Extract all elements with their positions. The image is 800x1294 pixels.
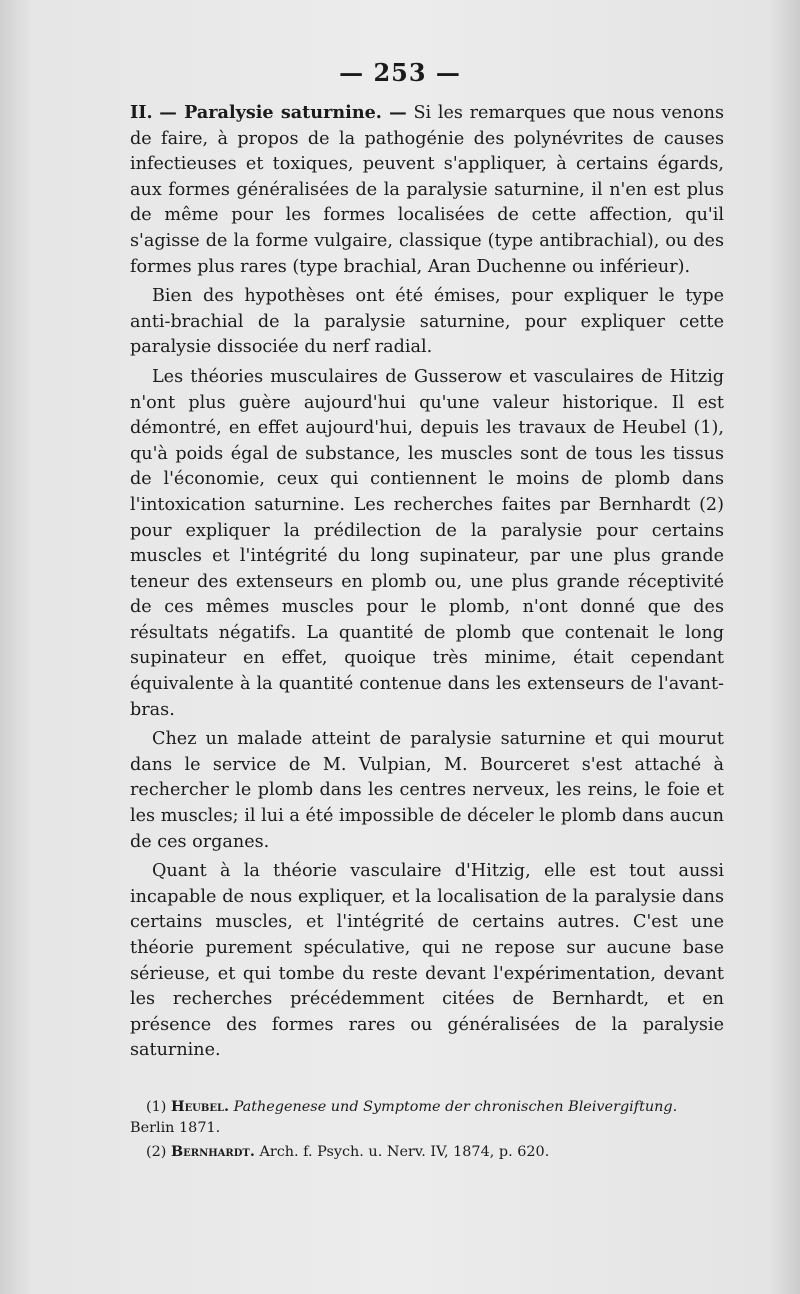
footnote-author: Heubel. xyxy=(170,1098,230,1115)
page-number: — 253 — xyxy=(339,58,461,87)
body-text xyxy=(130,100,724,1068)
footnote-rest: Berlin 1871. xyxy=(130,1120,221,1136)
footnote-rest: Arch. f. Psych. u. Nerv. IV, 1874, p. 620. xyxy=(259,1144,550,1160)
paragraph-3: Les théories musculaires de Gusserow et vasculaires de Hitzig n'ont plus guère aujourd'hui qu'une valeur historique. Il est démontré, en effet aujourd'hui, depuis les travaux de Heubel (1), qu'à poids égal de substance, les muscles sont de tous les tissus de l'économie, ceux qui contiennent le moins de plomb dans l'intoxication saturnine. Les recherches faites par Bernhardt (2) pour expliquer la prédilection de la paralysie pour certains muscles et l'intégrité du long supinateur, par une plus grande teneur des extenseurs en plomb ou, une plus grande réceptivité de ces mêmes muscles pour le plomb, n'ont donné que des résultats négatifs. La quantité de plomb que contenait le long supinateur en effet, quoique très minime, était cependant équivalente à la quantité contenue dans les extenseurs de l'avant-bras. xyxy=(130,366,724,720)
footnote-1 xyxy=(130,1096,724,1139)
footnote-author: Bernhardt. xyxy=(170,1143,255,1160)
footnotes xyxy=(130,1096,724,1165)
footnote-2 xyxy=(130,1141,724,1163)
section-number: II. xyxy=(130,102,153,123)
section-title: — Paralysie saturnine. — xyxy=(159,102,407,123)
paragraph-1 xyxy=(130,100,724,280)
paragraph-2: Bien des hypothèses ont été émises, pour expliquer le type anti-brachial de la paralysie saturnine, pour expliquer cette paralysie dissociée du nerf radial. xyxy=(130,286,724,358)
footnote-marker: (1) xyxy=(146,1099,167,1115)
paragraph-5: Quant à la théorie vasculaire d'Hitzig, elle est tout aussi incapable de nous expliquer, et la localisation de la paralysie dans certains muscles, et l'intégrité de certains autres. C'est une théorie purement spéculative, qui ne repose sur aucune base sérieuse, et qui tombe du reste devant l'expérimentation, devant les recherches précédemment citées de Bernhardt, et en présence des formes rares ou généralisées de la paralysie saturnine. xyxy=(130,861,724,1061)
footnote-title: Pathegenese und Symptome der chronischen Bleivergiftung. xyxy=(233,1099,678,1115)
paragraph-4: Chez un malade atteint de paralysie saturnine et qui mourut dans le service de M. Vulpian, M. Bourceret s'est attaché à rechercher le plomb dans les centres nerveux, les reins, le foie et les muscles; il lui a été impossible de déceler le plomb dans aucun de ces organes. xyxy=(130,729,724,852)
footnote-marker: (2) xyxy=(146,1144,167,1160)
paragraph-text: Si les remarques que nous venons de faire, à propos de la pathogénie des polynévrites de causes infectieuses et toxiques, peuvent s'appliquer, à certains égards, aux formes généralisées de la paralysie saturnine, il n'en est plus de même pour les formes localisées de cette affection, qu'il s'agisse de la forme vulgaire, classique (type antibrachial), ou des formes plus rares (type brachial, Aran Duchenne ou inférieur). xyxy=(130,103,725,277)
